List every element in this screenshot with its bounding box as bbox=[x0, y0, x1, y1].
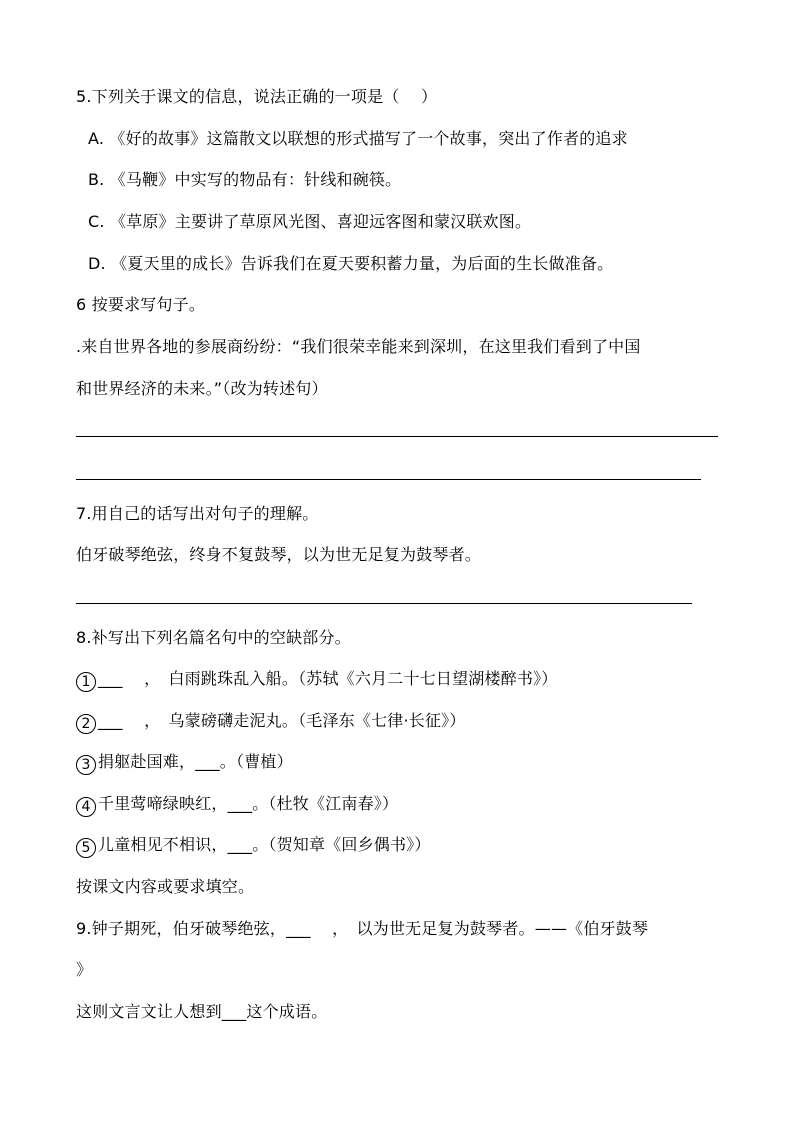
circled-number: 5 bbox=[76, 838, 96, 858]
q8-item bbox=[76, 752, 293, 775]
circled-number: 1 bbox=[76, 672, 96, 692]
circled-number: 2 bbox=[76, 714, 96, 734]
circled-number: 4 bbox=[76, 797, 96, 817]
q8-item-text: 儿童相见不相识，___。（贺知章《回乡偶书》） bbox=[98, 835, 431, 854]
q6-stem: 6 按要求写句子。 bbox=[76, 295, 206, 314]
q7-stem: 7.用自己的话写出对句子的理解。 bbox=[76, 504, 319, 523]
q7-sentence: 伯牙破琴绝弦，终身不复鼓琴，以为世无足复为鼓琴者。 bbox=[76, 545, 482, 564]
q5-option-c: C. 《草原》主要讲了草原风光图、喜迎远客图和蒙汉联欢图。 bbox=[88, 212, 532, 231]
answer-line bbox=[76, 603, 692, 604]
q8-item-text: 千里莺啼绿映红，___。（杜牧《江南春》） bbox=[98, 794, 399, 813]
q8-item bbox=[76, 669, 558, 692]
q8-item-text: ___ ， 乌蒙磅礴走泥丸。（毛泽东《七律·长征》） bbox=[98, 711, 466, 730]
circled-number: 3 bbox=[76, 755, 96, 775]
q8-item bbox=[76, 794, 398, 817]
answer-line bbox=[76, 436, 718, 437]
q8-item-text: ___ ， 白雨跳珠乱入船。（苏轼《六月二十七日望湖楼醉书》） bbox=[98, 669, 558, 688]
q5-option-d: D. 《夏天里的成长》告诉我们在夏天要积蓄力量，为后面的生长做准备。 bbox=[88, 254, 614, 273]
answer-line bbox=[76, 479, 701, 480]
q9-line3: 这则文言文让人想到___这个成语。 bbox=[76, 1002, 328, 1021]
q5-stem: 5.下列关于课文的信息，说法正确的一项是（ ） bbox=[76, 87, 438, 106]
q5-option-b: B. 《马鞭》中实写的物品有：针线和碗筷。 bbox=[88, 170, 402, 189]
q8-item-text: 捐躯赴国难，___。（曹植） bbox=[98, 752, 293, 771]
section-heading: 按课文内容或要求填空。 bbox=[76, 877, 255, 896]
q9-line1: 9.钟子期死，伯牙破琴绝弦，___ ， 以为世无足复为鼓琴者。——《伯牙鼓琴 bbox=[76, 919, 649, 938]
q6-sentence-line1: .来自世界各地的参展商纷纷：“我们很荣幸能来到深圳，在这里我们看到了中国 bbox=[76, 337, 641, 356]
q8-item bbox=[76, 835, 431, 858]
q9-line2: 》 bbox=[76, 960, 93, 979]
q8-stem: 8.补写出下列名篇名句中的空缺部分。 bbox=[76, 628, 351, 647]
q8-item bbox=[76, 711, 466, 734]
q5-option-a: A. 《好的故事》这篇散文以联想的形式描写了一个故事，突出了作者的追求 bbox=[88, 129, 628, 148]
q6-sentence-line2: 和世界经济的未来。”（改为转述句） bbox=[76, 379, 328, 398]
